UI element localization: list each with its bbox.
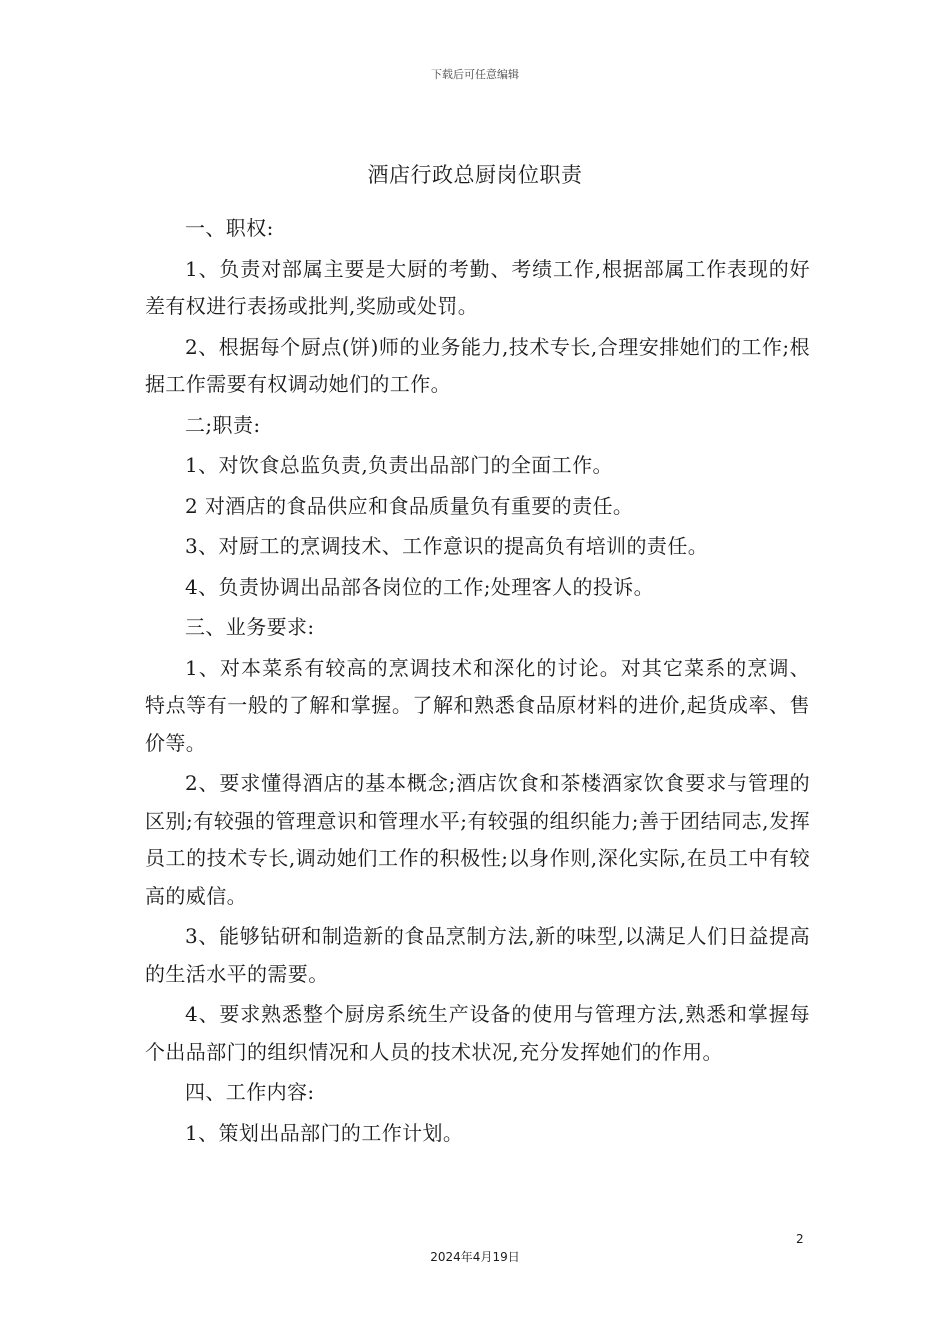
section-heading-duties: 二;职责: bbox=[185, 412, 261, 437]
document-body bbox=[145, 210, 810, 1155]
paragraph: 4、负责协调出品部各岗位的工作;处理客人的投诉。 bbox=[185, 574, 655, 599]
paragraph: 4、要求熟悉整个厨房系统生产设备的使用与管理方法,熟悉和掌握每个出品部门的组织情况和人员的技术状况,充分发挥她们的作用。 bbox=[145, 1002, 810, 1064]
footer-date: 2024年4月19日 bbox=[430, 1250, 520, 1264]
paragraph: 3、对厨工的烹调技术、工作意识的提高负有培训的责任。 bbox=[185, 534, 709, 558]
section-heading-authority: 一、职权: bbox=[185, 216, 274, 240]
paragraph: 1、策划出品部门的工作计划。 bbox=[185, 1120, 464, 1145]
page-number: 2 bbox=[796, 1232, 804, 1246]
paragraph: 1、对本菜系有较高的烹调技术和深化的讨论。对其它菜系的烹调、特点等有一般的了解和掌握。了解和熟悉食品原材料的进价,起货成率、售价等。 bbox=[145, 655, 810, 755]
header-note: 下载后可任意编辑 bbox=[431, 68, 519, 81]
section-heading-work-content: 四、工作内容: bbox=[185, 1080, 315, 1104]
paragraph: 3、能够钻研和制造新的食品烹制方法,新的味型,以满足人们日益提高的生活水平的需要。 bbox=[145, 924, 810, 986]
paragraph: 2、根据每个厨点(饼)师的业务能力,技术专长,合理安排她们的工作;根据工作需要有权调动她们的工作。 bbox=[145, 334, 810, 396]
paragraph: 2、要求懂得酒店的基本概念;酒店饮食和茶楼酒家饮食要求与管理的区别;有较强的管理意识和管理水平;有较强的组织能力;善于团结同志,发挥员工的技术专长,调动她们工作的积极性;以身作则,深化实际,在员工中有较高的威信。 bbox=[145, 771, 810, 908]
paragraph: 1、负责对部属主要是大厨的考勤、考绩工作,根据部属工作表现的好差有权进行表扬或批判,奖励或处罚。 bbox=[145, 256, 810, 318]
section-heading-requirements: 三、业务要求: bbox=[185, 615, 315, 639]
paragraph: 1、对饮食总监负责,负责出品部门的全面工作。 bbox=[185, 453, 613, 477]
paragraph: 2 对酒店的食品供应和食品质量负有重要的责任。 bbox=[185, 493, 634, 518]
document-title: 酒店行政总厨岗位职责 bbox=[367, 163, 583, 187]
